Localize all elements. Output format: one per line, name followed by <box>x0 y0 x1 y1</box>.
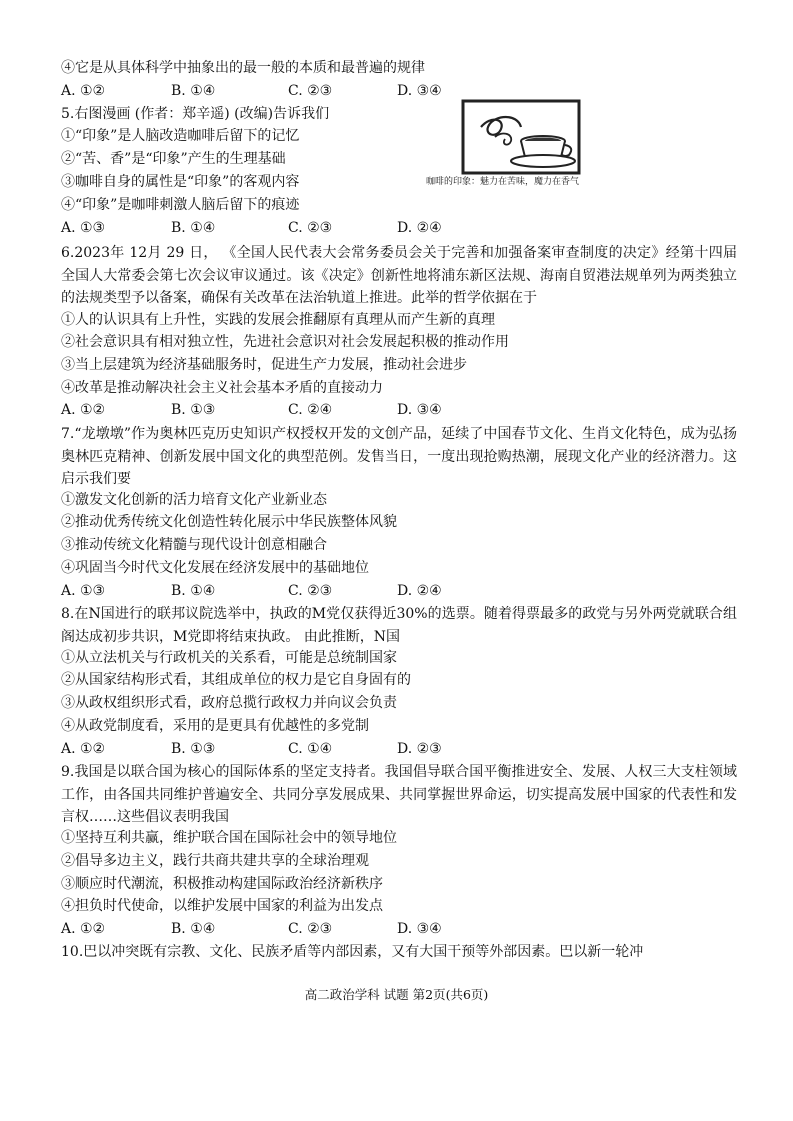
q9-option-c: C. ②③ <box>288 921 333 937</box>
q9-option-b: B. ①④ <box>171 921 216 937</box>
q7-option-d: D. ②④ <box>397 583 442 599</box>
q4-item-4: ④它是从具体科学中抽象出的最一般的本质和最普遍的规律 <box>61 60 425 76</box>
q7-option-c: C. ②③ <box>288 583 333 599</box>
q8-option-b: B. ①③ <box>171 741 216 757</box>
q6-item-1: ①人的认识具有上升性，实践的发展会推翻原有真理从而产生新的真理 <box>61 312 495 328</box>
q5-option-a: A. ①③ <box>61 220 106 236</box>
q9-item-1: ①坚持互利共赢，维护联合国在国际社会中的领导地位 <box>61 830 397 846</box>
q5-item-4: ④“印象”是咖啡刺激人脑后留下的痕迹 <box>61 197 300 213</box>
coffee-cartoon <box>461 97 583 177</box>
q7-stem: 7.“龙墩墩”作为奥林匹克历史知识产权授权开发的文创产品，延续了中国春节文化、生肖文化特色，成为弘扬奥林匹克精神、创新发展中国文化的典型范例。发售当日，一度出现抢购热潮，展现文化产业的经济潜力。这启示我们要 <box>61 426 737 487</box>
coffee-cup-cartoon-icon <box>461 97 583 177</box>
q9-item-2: ②倡导多边主义，践行共商共建共享的全球治理观 <box>61 853 369 869</box>
q5-item-3: ③咖啡自身的属性是“印象”的客观内容 <box>61 174 300 190</box>
q7-item-3: ③推动传统文化精髓与现代设计创意相融合 <box>61 537 327 553</box>
q8-item-1: ①从立法机关与行政机关的关系看，可能是总统制国家 <box>61 650 397 666</box>
cartoon-caption: 咖啡的印象：魅力在苦味，魔力在香气 <box>426 177 580 187</box>
q6-option-d: D. ③④ <box>397 402 442 418</box>
q4-option-d: D. ③④ <box>397 83 442 99</box>
q7-options <box>61 581 541 601</box>
q6-option-a: A. ①② <box>61 402 106 418</box>
q5-option-b: B. ①④ <box>171 220 216 236</box>
q4-option-c: C. ②③ <box>288 83 333 99</box>
q5-item-2: ②“苦、香”是“印象”产生的生理基础 <box>61 151 286 167</box>
q4-option-b: B. ①④ <box>171 83 216 99</box>
q8-option-d: D. ②③ <box>397 741 442 757</box>
q9-option-a: A. ①② <box>61 921 106 937</box>
q6-item-3: ③当上层建筑为经济基础服务时，促进生产力发展，推动社会进步 <box>61 357 467 373</box>
q7-item-4: ④巩固当今时代文化发展在经济发展中的基础地位 <box>61 560 369 576</box>
q10-stem: 10.巴以冲突既有宗教、文化、民族矛盾等内部因素，又有大国干预等外部因素。巴以新一轮冲 <box>61 944 644 960</box>
q9-item-4: ④担负时代使命，以维护发展中国家的利益为出发点 <box>61 898 383 914</box>
q9-option-d: D. ③④ <box>397 921 442 937</box>
q4-option-a: A. ①② <box>61 83 106 99</box>
q8-option-c: C. ①④ <box>288 741 333 757</box>
page-footer: 高二政治学科 试题 第2页(共6页) <box>304 987 489 1002</box>
q7-item-1: ①激发文化创新的活力培育文化产业新业态 <box>61 492 327 508</box>
q6-option-c: C. ②④ <box>288 402 333 418</box>
q8-stem: 8.在N国进行的联邦议院选举中，执政的M党仅获得近30%的选票。随着得票最多的政党与另外两党就联合组阁达成初步共识，M党即将结束执政。 由此推断，N国 <box>61 606 737 645</box>
q5-option-c: C. ②③ <box>288 220 333 236</box>
q6-item-2: ②社会意识具有相对独立性，先进社会意识对社会发展起积极的推动作用 <box>61 334 509 350</box>
q8-option-a: A. ①② <box>61 741 106 757</box>
q8-options <box>61 739 541 759</box>
q8-item-2: ②从国家结构形式看，其组成单位的权力是它自身固有的 <box>61 672 411 688</box>
q5-item-1: ①“印象”是人脑改造咖啡后留下的记忆 <box>61 128 300 144</box>
q5-options <box>61 218 541 238</box>
q5-option-d: D. ②④ <box>397 220 442 236</box>
q6-stem: 6.2023年 12月 29 日， 《全国人民代表大会常务委员会关于完善和加强备案审查制度的决定》经第十四届全国人大常委会第七次会议审议通过。该《决定》创新性地将浦东新区法规、海南自贸港法规单列为两类独立的法规类型予以备案，确保有关改革在法治轨道上推进。此举的哲学依据在于 <box>61 245 737 306</box>
q9-item-3: ③顺应时代潮流，积极推动构建国际政治经济新秩序 <box>61 876 383 892</box>
q7-option-a: A. ①③ <box>61 583 106 599</box>
q6-option-b: B. ①③ <box>171 402 216 418</box>
q7-item-2: ②推动优秀传统文化创造性转化展示中华民族整体风貌 <box>61 514 397 530</box>
q6-item-4: ④改革是推动解决社会主义社会基本矛盾的直接动力 <box>61 380 383 396</box>
q6-options <box>61 400 541 420</box>
q9-stem: 9.我国是以联合国为核心的国际体系的坚定支持者。我国倡导联合国平衡推进安全、发展、人权三大支柱领域工作，由各国共同维护普遍安全、共同分享发展成果、共同掌握世界命运，切实提高发展中国家的代表性和发言权……这些倡议表明我国 <box>61 764 737 825</box>
q5-stem: 5.右图漫画 (作者：郑辛遥) (改编)告诉我们 <box>61 106 330 122</box>
q8-item-4: ④从政党制度看，采用的是更具有优越性的多党制 <box>61 718 369 734</box>
q9-options <box>61 919 541 939</box>
q7-option-b: B. ①④ <box>171 583 216 599</box>
q8-item-3: ③从政权组织形式看，政府总揽行政权力并向议会负责 <box>61 695 397 711</box>
